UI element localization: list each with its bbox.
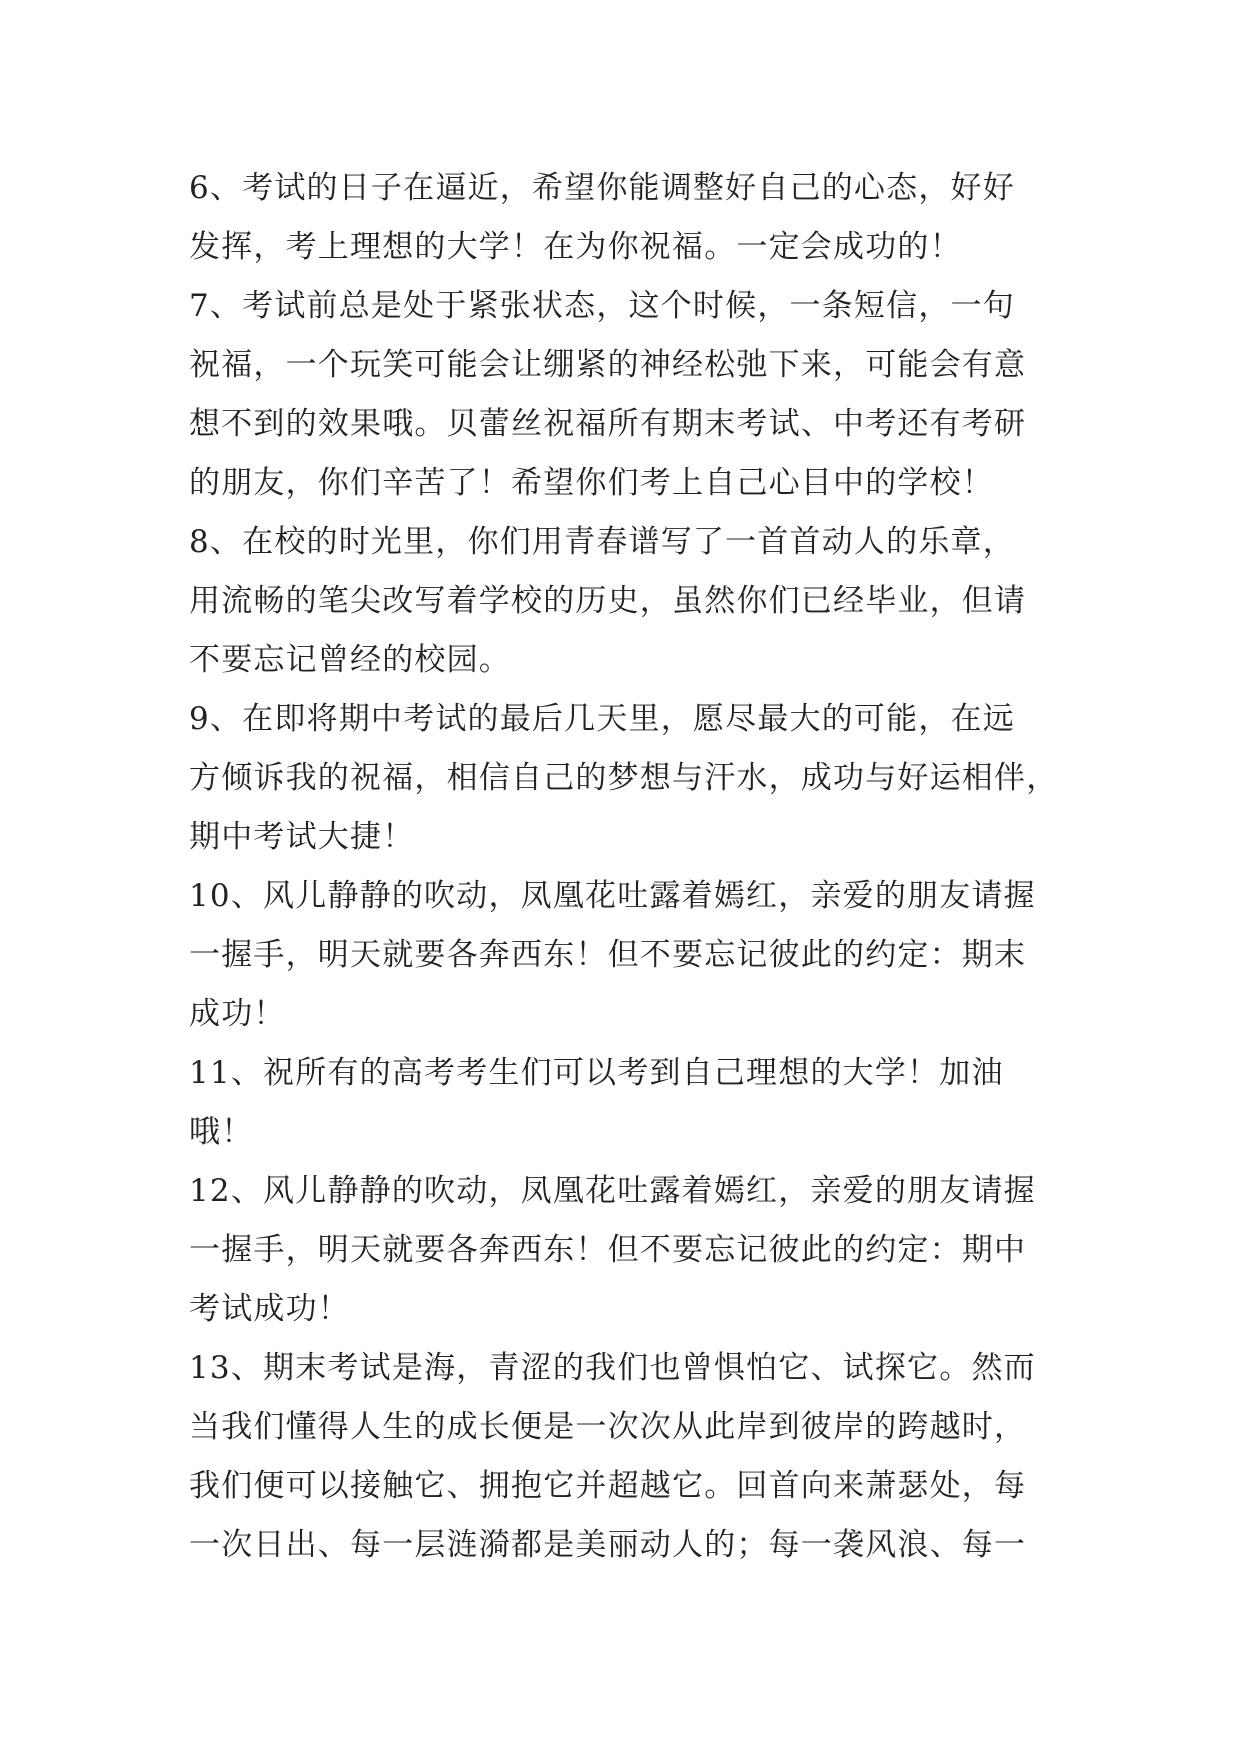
- text-line: 哦！: [189, 1114, 254, 1150]
- text-line: 11、祝所有的高考考生们可以考到自己理想的大学！加油: [189, 1055, 1004, 1091]
- text-line: 我们便可以接触它、拥抱它并超越它。回首向来萧瑟处，每: [189, 1468, 1027, 1504]
- text-line: 用流畅的笔尖改写着学校的历史，虽然你们已经毕业，但请: [189, 583, 1027, 619]
- text-line: 方倾诉我的祝福，相信自己的梦想与汗水，成功与好运相伴，: [189, 760, 1059, 796]
- text-line: 10、风儿静静的吹动，凤凰花吐露着嫣红，亲爱的朋友请握: [189, 878, 1036, 914]
- text-line: 成功！: [189, 996, 286, 1032]
- text-line: 想不到的效果哦。贝蕾丝祝福所有期末考试、中考还有考研: [189, 406, 1027, 442]
- text-line: 期中考试大捷！: [189, 819, 415, 855]
- text-line: 考试成功！: [189, 1291, 350, 1327]
- text-line: 一握手，明天就要各奔西东！但不要忘记彼此的约定：期末: [189, 937, 1027, 973]
- text-line: 的朋友，你们辛苦了！希望你们考上自己心目中的学校！: [189, 465, 994, 501]
- text-line: 发挥，考上理想的大学！在为你祝福。一定会成功的！: [189, 229, 962, 265]
- text-line: 12、风儿静静的吹动，凤凰花吐露着嫣红，亲爱的朋友请握: [189, 1173, 1036, 1209]
- text-line: 一次日出、每一层涟漪都是美丽动人的；每一袭风浪、每一: [189, 1527, 1027, 1563]
- text-line: 当我们懂得人生的成长便是一次次从此岸到彼岸的跨越时，: [189, 1409, 1027, 1445]
- text-line: 7、考试前总是处于紧张状态，这个时候，一条短信，一句: [189, 288, 1015, 324]
- text-line: 8、在校的时光里，你们用青春谱写了一首首动人的乐章，: [189, 524, 1015, 560]
- text-line: 9、在即将期中考试的最后几天里，愿尽最大的可能，在远: [189, 701, 1015, 737]
- text-line: 一握手，明天就要各奔西东！但不要忘记彼此的约定：期中: [189, 1232, 1027, 1268]
- text-line: 不要忘记曾经的校园。: [189, 642, 511, 678]
- document-body: [189, 159, 1069, 1575]
- text-line: 祝福，一个玩笑可能会让绷紧的神经松弛下来，可能会有意: [189, 347, 1027, 383]
- text-line: 6、考试的日子在逼近，希望你能调整好自己的心态，好好: [189, 170, 1015, 206]
- text-line: 13、期末考试是海，青涩的我们也曾惧怕它、试探它。然而: [189, 1350, 1036, 1386]
